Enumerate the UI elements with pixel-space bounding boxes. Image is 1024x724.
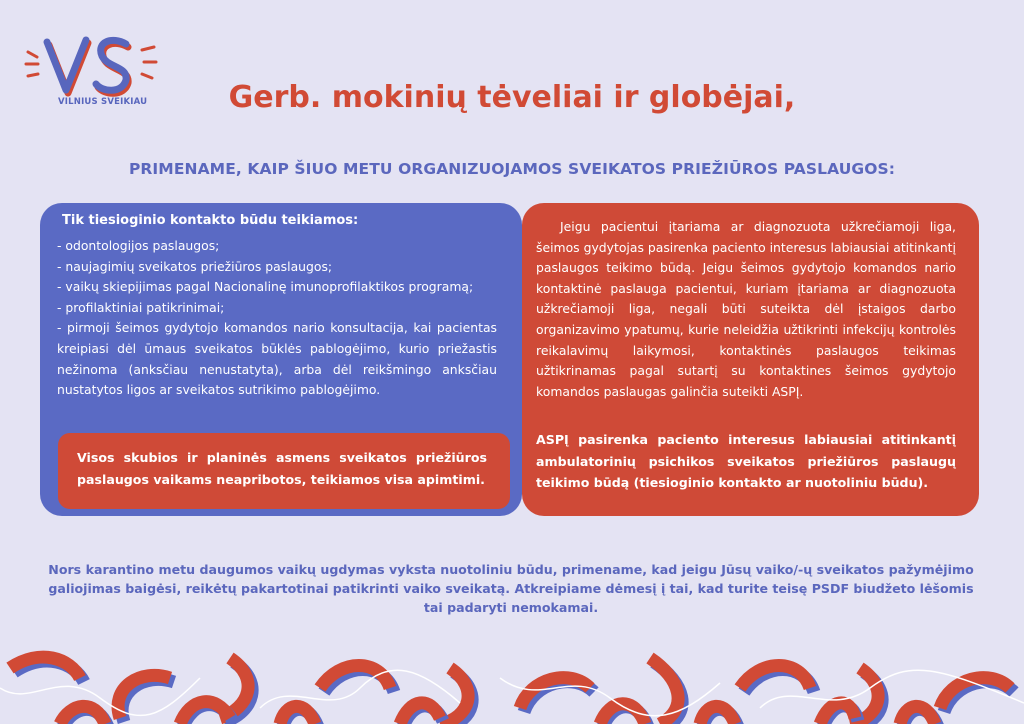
mental-health-text: ASPĮ pasirenka paciento interesus labiausiai atitinkantį ambulatorinių psichikos sveikatos priežiūros paslaugų teikimo būdą (tiesioginio kontakto ar nuotoliniu būdu). bbox=[536, 432, 956, 490]
children-services-text: Visos skubios ir planinės asmens sveikatos priežiūros paslaugos vaikams neapribotos, teikiamos visa apimtimi. bbox=[77, 450, 487, 487]
page-title: Gerb. mokinių tėveliai ir globėjai, bbox=[228, 80, 796, 115]
list-item: - vaikų skiepijimas pagal Nacionalinę imunoprofilaktikos programą; bbox=[57, 279, 474, 295]
direct-contact-panel bbox=[40, 203, 522, 516]
page-subtitle: PRIMENAME, KAIP ŠIUO METU ORGANIZUOJAMOS SVEIKATOS PRIEŽIŪROS PASLAUGOS: bbox=[128, 160, 896, 178]
list-item: - profilaktiniai patikrinimai; bbox=[57, 299, 225, 315]
list-item: - pirmoji šeimos gydytojo komandos nario konsultacija, kai pacientas kreipiasi dėl ūmaus sveikatos būklės pablogėjimo, kurio priežastis nežinoma (anksčiau nenustatyta), arba dėl reikšmingo anksčiau nustatytos ligos ar sveikatos sutrikimo pablogėjimo. bbox=[57, 320, 497, 398]
logo-caption: VILNIUS SVEIKIAU bbox=[58, 97, 148, 107]
infectious-disease-panel bbox=[522, 203, 979, 516]
infectious-disease-text: Jeigu pacientui įtariama ar diagnozuota užkrečiamoji liga, šeimos gydytojas pasirenka paciento interesus labiausiai atitinkantį paslaugos teikimo būdą. Jeigu šeimos gydytojo komandos nario kontaktinė paslauga pacientui, kuriam įtariama ar diagnozuota užkrečiamoji liga, negali būti suteikta dėl įstaigos darbo organizavimo ypatumų, kurie neleidžia užtikrinti infekcijų kontrolės reikalavimų laikymosi, kontaktinės paslaugos teikimas užtikrinamas pagal sutartį su kontaktines šeimos gydytojo komandos paslaugas galinčia suteikti ASPĮ. bbox=[536, 219, 956, 399]
children-services-notice bbox=[58, 433, 510, 509]
decorative-pattern bbox=[0, 648, 1024, 724]
direct-contact-heading: Tik tiesioginio kontakto būdu teikiamos: bbox=[62, 213, 359, 228]
direct-contact-list bbox=[57, 236, 497, 401]
footer-note: Nors karantino metu daugumos vaikų ugdymas vyksta nuotoliniu būdu, primename, kad jeigu Jūsų vaiko/-ų sveikatos pažymėjimo galiojimas baigėsi, reikėtų pakartotinai patikrinti vaiko sveikatą. Atkreipiame dėmesį į tai, kad turite teisę PSDF biudžeto lėšomis tai padaryti nemokamai. bbox=[48, 562, 974, 615]
list-item: - naujagimių sveikatos priežiūros paslaugos; bbox=[57, 258, 333, 274]
list-item: - odontologijos paslaugos; bbox=[57, 238, 220, 253]
